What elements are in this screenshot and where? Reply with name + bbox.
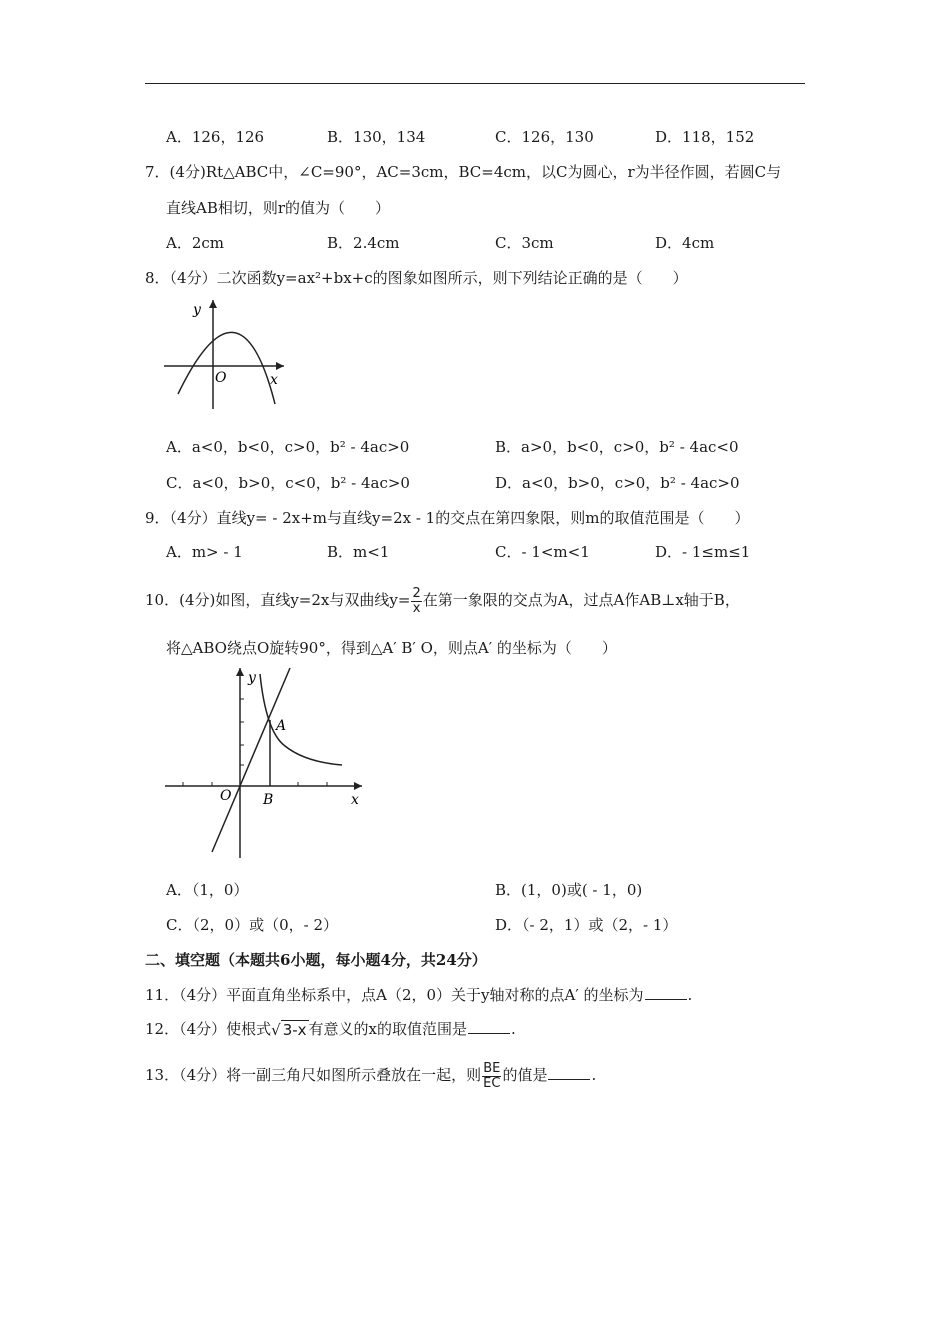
q10-option-b: B．(1，0)或( - 1，0)	[495, 881, 643, 899]
q13-end: .	[591, 1066, 597, 1084]
q11-end: .	[687, 986, 693, 1004]
q10-option-c: C．（2，0）或（0，- 2）	[166, 916, 338, 934]
q8-option-d: D．a<0，b>0，c>0，b² - 4ac>0	[495, 474, 740, 492]
q10-origin-label: O	[220, 788, 232, 804]
q9-option-b: B．m<1	[327, 543, 390, 561]
q10-fraction-numerator: 2	[412, 585, 421, 601]
q6-option-d: D．118，152	[655, 128, 755, 146]
q10-x-label: x	[351, 792, 359, 808]
q10-fraction	[411, 587, 421, 616]
q7-option-c: C．3cm	[495, 234, 554, 252]
q11-stem	[145, 985, 692, 1005]
q7-stem-line2: 直线AB相切，则r的值为（ ）	[166, 199, 391, 217]
q10-y-label: y	[248, 670, 256, 686]
q10-fraction-denominator: x	[412, 600, 421, 616]
q12-end: .	[511, 1020, 516, 1038]
q9-option-a: A．m> - 1	[166, 543, 243, 561]
q8-option-a: A．a<0，b<0，c>0，b² - 4ac>0	[166, 438, 410, 456]
q7-option-b: B．2.4cm	[327, 234, 400, 252]
q6-option-c: C．126，130	[495, 128, 594, 146]
q9-stem: 9．（4分）直线y= - 2x+m与直线y=2x - 1的交点在第四象限，则m的取值范围是（ ）	[145, 509, 750, 527]
q13-text-after: 的值是	[502, 1066, 548, 1084]
q13-answer-blank[interactable]	[548, 1065, 590, 1080]
q13-fraction-numerator: BE	[483, 1060, 501, 1076]
header-rule	[145, 83, 805, 84]
q10-hyperbola-curve	[260, 674, 342, 765]
q8-origin-label: O	[215, 370, 227, 386]
q8-y-label: y	[193, 302, 201, 318]
q8-option-b: B．a>0，b<0，c>0，b² - 4ac<0	[495, 438, 739, 456]
q10-hyperbola-figure	[160, 662, 370, 862]
q9-option-c: C．- 1<m<1	[495, 543, 590, 561]
q6-option-a: A．126，126	[166, 128, 265, 146]
q9-option-d: D．- 1≤m≤1	[655, 543, 751, 561]
q8-parabola-figure	[160, 294, 290, 414]
q8-x-label: x	[270, 372, 278, 388]
q12-stem	[145, 1017, 516, 1042]
q11-text: 11．（4分）平面直角坐标系中，点A（2，0）关于y轴对称的点A′ 的坐标为	[145, 986, 644, 1004]
q8-parabola-curve	[178, 332, 275, 404]
q12-radicand: 3-x	[282, 1021, 307, 1039]
q6-option-b: B．130，134	[327, 128, 426, 146]
q13-fraction	[482, 1062, 501, 1091]
q10-line-y-2x	[212, 668, 290, 852]
q12-text-before: 12．（4分）使根式	[145, 1020, 272, 1038]
q12-text-after: 有意义的x的取值范围是	[308, 1020, 468, 1038]
q12-answer-blank[interactable]	[468, 1019, 510, 1034]
q10-point-a-label: A	[276, 718, 287, 734]
q10-stem-line1	[145, 585, 740, 616]
q8-stem: 8．（4分）二次函数y=ax²+bx+c的图象如图所示，则下列结论正确的是（ ）	[145, 269, 688, 287]
q10-option-a: A．（1，0）	[166, 881, 249, 899]
q7-option-d: D．4cm	[655, 234, 715, 252]
section-heading-fill-in: 二、填空题（本题共6小题，每小题4分，共24分）	[145, 951, 487, 969]
q10-stem-line2: 将△ABO绕点O旋转90°，得到△A′ B′ O，则点A′ 的坐标为（ ）	[166, 639, 617, 657]
q7-option-a: A．2cm	[166, 234, 225, 252]
q8-y-arrow	[209, 300, 217, 308]
q13-stem	[145, 1060, 596, 1091]
q7-stem-line1: 7．(4分)Rt△ABC中，∠C=90°，AC=3cm，BC=4cm，以C为圆心，r为半径作圆，若圆C与	[145, 163, 782, 181]
q8-x-arrow	[276, 362, 284, 370]
q10-y-arrow	[236, 668, 244, 676]
q12-sqrt: √ 3-x	[271, 1021, 307, 1039]
q8-option-c: C．a<0，b>0，c<0，b² - 4ac>0	[166, 474, 410, 492]
q10-x-arrow	[354, 782, 362, 790]
q10-point-b-label: B	[263, 792, 274, 808]
q10-option-d: D．（- 2，1）或（2，- 1）	[495, 916, 678, 934]
q13-fraction-denominator: EC	[483, 1075, 501, 1091]
q13-text-before: 13．（4分）将一副三角尺如图所示叠放在一起，则	[145, 1066, 482, 1084]
q11-answer-blank[interactable]	[645, 985, 687, 1000]
q10-stem-before: 10．(4分)如图，直线y=2x与双曲线y=	[145, 591, 411, 609]
q10-stem-after: 在第一象限的交点为A，过点A作AB⊥x轴于B，	[422, 591, 740, 609]
